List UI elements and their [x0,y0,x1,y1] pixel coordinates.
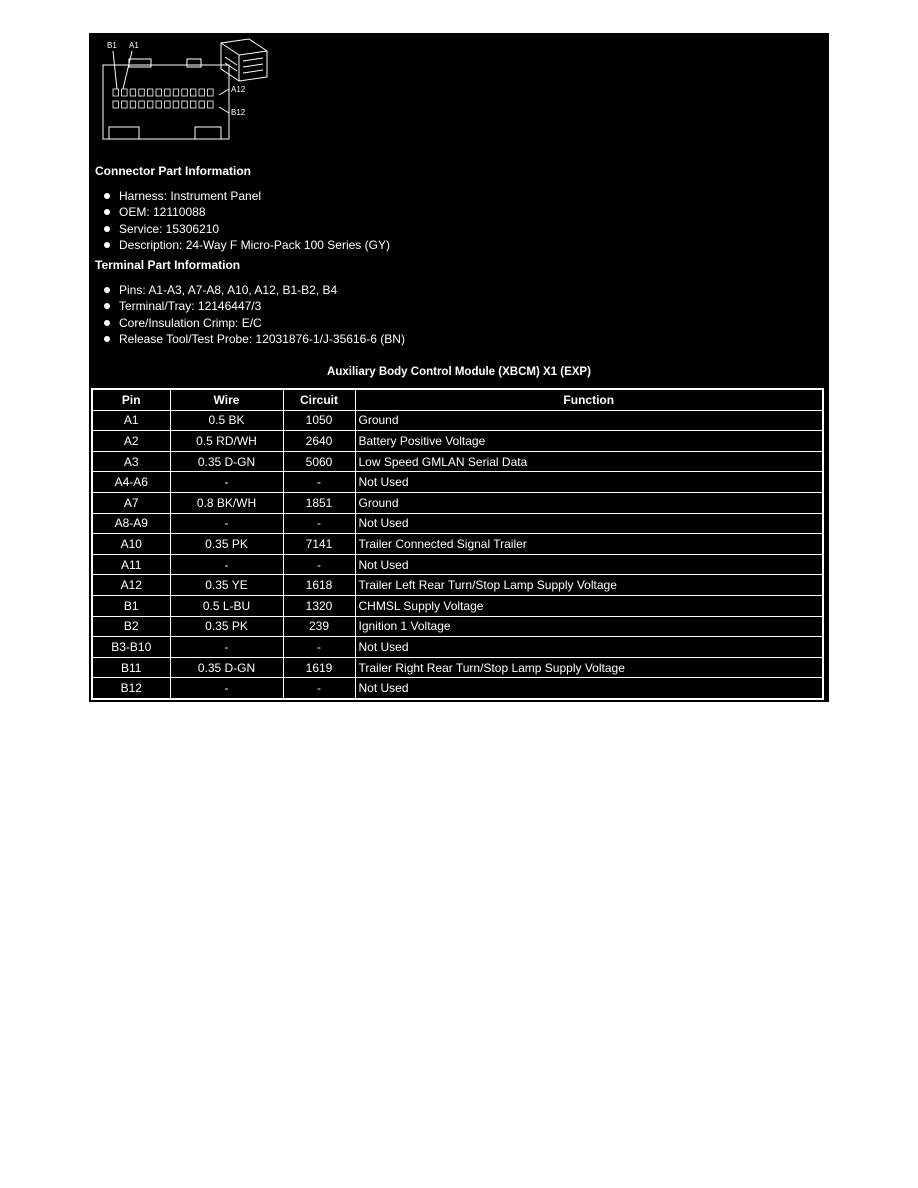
cell-pin: B12 [92,678,170,699]
list-item: Service: 15306210 [103,221,390,237]
pin-cavity [190,89,196,96]
cell-function: Trailer Right Rear Turn/Stop Lamp Supply Voltage [355,657,823,678]
table-row [92,410,823,431]
header-wire: Wire [170,389,283,410]
cell-circuit: - [283,554,355,575]
cell-pin: A7 [92,492,170,513]
terminal-info-title: Terminal Part Information [95,258,241,272]
cell-wire: 0.5 BK [170,410,283,431]
table-row [92,472,823,493]
pin-cavity [147,101,153,108]
cell-function: Low Speed GMLAN Serial Data [355,451,823,472]
connector-info-list [103,188,390,253]
cell-wire: 0.5 L-BU [170,595,283,616]
cell-function: Not Used [355,637,823,658]
cell-circuit: 1851 [283,492,355,513]
cell-function: Not Used [355,472,823,493]
pin-cavity [199,89,205,96]
pin-cavity [113,101,119,108]
cell-wire: 0.5 RD/WH [170,431,283,452]
cell-wire: - [170,637,283,658]
cell-function: Not Used [355,513,823,534]
pin-cavity [182,89,188,96]
pin-cavity [147,89,153,96]
cell-circuit: 5060 [283,451,355,472]
cell-wire: - [170,472,283,493]
diagram-label-a1: A1 [129,41,139,50]
cell-circuit: - [283,678,355,699]
cell-pin: A10 [92,534,170,555]
pin-cavity [208,89,214,96]
cell-wire: 0.35 PK [170,616,283,637]
cell-wire: - [170,513,283,534]
cell-pin: A2 [92,431,170,452]
list-item: Terminal/Tray: 12146447/3 [103,298,405,314]
cell-pin: A3 [92,451,170,472]
connector-info-title: Connector Part Information [95,164,252,178]
cell-circuit: 1320 [283,595,355,616]
terminal-info-list [103,282,405,347]
header-circuit: Circuit [283,389,355,410]
table-row [92,513,823,534]
cell-wire: 0.35 D-GN [170,657,283,678]
list-item: Description: 24-Way F Micro-Pack 100 Series (GY) [103,237,390,253]
cell-function: Battery Positive Voltage [355,431,823,452]
pin-cavity [173,89,179,96]
cell-wire: 0.35 YE [170,575,283,596]
cell-function: Not Used [355,678,823,699]
table-row [92,616,823,637]
table-row [92,492,823,513]
cell-function: Trailer Left Rear Turn/Stop Lamp Supply Voltage [355,575,823,596]
table-header-row [92,389,823,410]
cell-pin: A12 [92,575,170,596]
cell-function: Ignition 1 Voltage [355,616,823,637]
list-item: Harness: Instrument Panel [103,188,390,204]
cell-wire: - [170,554,283,575]
pin-cavity [139,89,145,96]
pin-cavity [156,89,162,96]
header-pin: Pin [92,389,170,410]
cell-pin: A11 [92,554,170,575]
cell-circuit: - [283,637,355,658]
table-row [92,678,823,699]
cell-circuit: 7141 [283,534,355,555]
table-row [92,534,823,555]
pinout-table [91,388,824,700]
pin-cavity [139,101,145,108]
list-item: Pins: A1-A3, A7-A8, A10, A12, B1-B2, B4 [103,282,405,298]
diagram-label-a12: A12 [231,85,246,94]
list-item: Core/Insulation Crimp: E/C [103,315,405,331]
table-row [92,431,823,452]
cell-pin: A4-A6 [92,472,170,493]
diagram-label-b12: B12 [231,108,246,117]
pinout-table-title: Auxiliary Body Control Module (XBCM) X1 (EXP) [327,366,591,378]
pin-cavity [190,101,196,108]
cell-pin: B1 [92,595,170,616]
table-row [92,554,823,575]
pin-cavity [122,101,128,108]
cell-wire: 0.8 BK/WH [170,492,283,513]
pin-cavity [182,101,188,108]
pin-cavity [130,101,136,108]
cell-circuit: 2640 [283,431,355,452]
cell-function: Not Used [355,554,823,575]
cell-pin: B2 [92,616,170,637]
list-item: Release Tool/Test Probe: 12031876-1/J-35616-6 (BN) [103,331,405,347]
cell-function: Trailer Connected Signal Trailer [355,534,823,555]
table-row [92,575,823,596]
table-row [92,657,823,678]
cell-function: Ground [355,410,823,431]
cell-pin: A1 [92,410,170,431]
pin-cavity [156,101,162,108]
cell-pin: A8-A9 [92,513,170,534]
cell-wire: 0.35 PK [170,534,283,555]
cell-pin: B3-B10 [92,637,170,658]
cell-circuit: 1050 [283,410,355,431]
cell-wire: 0.35 D-GN [170,451,283,472]
list-item: OEM: 12110088 [103,204,390,220]
diagram-label-b1: B1 [107,41,117,50]
pin-cavity [208,101,214,108]
table-row [92,595,823,616]
table-row [92,637,823,658]
connector-info-panel [89,33,829,702]
cell-function: Ground [355,492,823,513]
pin-cavity [113,89,119,96]
cell-function: CHMSL Supply Voltage [355,595,823,616]
connector-diagram [99,37,279,147]
pin-cavity [165,101,171,108]
cell-circuit: - [283,472,355,493]
pin-cavity [173,101,179,108]
cell-pin: B11 [92,657,170,678]
pin-cavity [122,89,128,96]
pin-cavity [130,89,136,96]
cell-circuit: 1618 [283,575,355,596]
cell-circuit: 1619 [283,657,355,678]
cell-circuit: - [283,513,355,534]
table-row [92,451,823,472]
cell-wire: - [170,678,283,699]
pin-cavity [199,101,205,108]
header-function: Function [355,389,823,410]
cell-circuit: 239 [283,616,355,637]
pin-cavity [165,89,171,96]
